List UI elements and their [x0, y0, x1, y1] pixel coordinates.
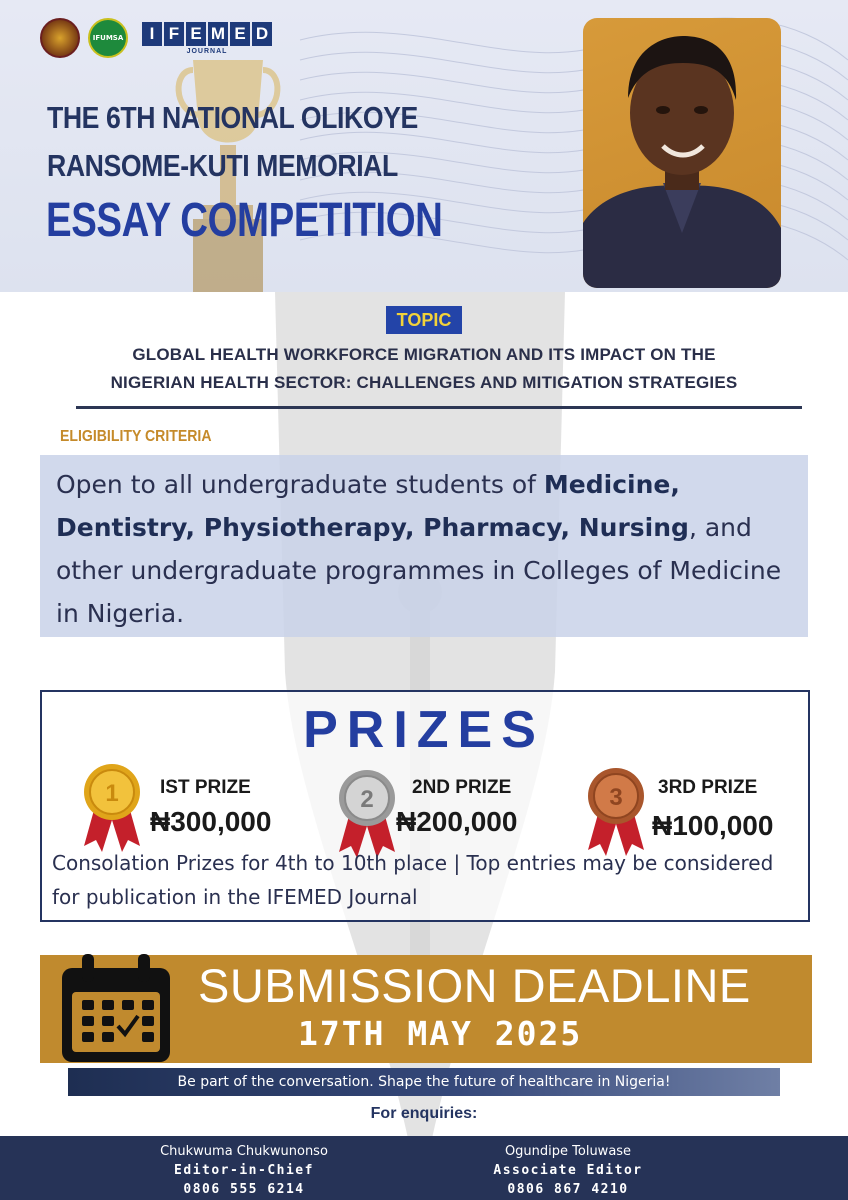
ifemed-logo: [142, 22, 272, 55]
eligibility-text-pre: Open to all undergraduate students of: [56, 470, 544, 499]
calendar-icon: [58, 950, 174, 1066]
ifemed-letter: M: [208, 22, 228, 46]
ifemed-letter: D: [252, 22, 272, 46]
header-band: [0, 0, 848, 292]
logo-row: [40, 18, 272, 58]
title-line-2: RANSOME-KUTI MEMORIAL: [47, 148, 398, 183]
ifumsa-logo-icon: IFUMSA: [88, 18, 128, 58]
eligibility-text-post: , and other undergraduate programmes in Colleges of Medicine in Nigeria.: [56, 513, 782, 628]
second-prize-amount: ₦200,000: [396, 806, 518, 837]
deadline-date: 17TH MAY 2025: [298, 1014, 583, 1053]
divider: [76, 406, 802, 409]
eligibility-heading: ELIGIBILITY CRITERIA: [60, 428, 212, 445]
portrait-photo-icon: [583, 18, 781, 288]
title-line-3: ESSAY COMPETITION: [46, 194, 443, 247]
ifemed-letter: E: [186, 22, 206, 46]
third-prize-label: 3RD PRIZE: [658, 777, 758, 798]
prizes-heading: PRIZES: [303, 701, 545, 759]
gold-medal-icon: [80, 762, 144, 852]
third-prize-amount: ₦100,000: [652, 810, 774, 841]
topic-text-line-2: NIGERIAN HEALTH SECTOR: CHALLENGES AND MITIGATION STRATEGIES: [110, 373, 738, 392]
eligibility-text: [56, 463, 796, 635]
ifemed-journal-label: JOURNAL: [186, 47, 228, 55]
contact-role: Associate Editor: [493, 1163, 643, 1178]
second-prize-label: 2ND PRIZE: [412, 777, 512, 798]
ifemed-letter: F: [164, 22, 184, 46]
contact-phone[interactable]: 0806 867 4210: [507, 1182, 629, 1197]
contact-role: Editor-in-Chief: [174, 1163, 314, 1178]
medal-number: 1: [105, 780, 119, 807]
silver-medal-icon: [335, 768, 399, 858]
medal-number: 2: [360, 786, 374, 813]
medal-number: 3: [609, 784, 623, 811]
tagline-banner: Be part of the conversation. Shape the future of healthcare in Nigeria!: [68, 1068, 780, 1096]
contact-phone[interactable]: 0806 555 6214: [183, 1182, 305, 1197]
first-prize-label: IST PRIZE: [160, 777, 251, 798]
first-prize-amount: ₦300,000: [150, 806, 272, 837]
title-line-1: THE 6TH NATIONAL OLIKOYE: [47, 100, 418, 135]
ifemed-letter: E: [230, 22, 250, 46]
contact-name: Chukwuma Chukwunonso: [160, 1144, 328, 1159]
consolation-text: Consolation Prizes for 4th to 10th place | Top entries may be considered for publication in the IFEMED Journal: [52, 851, 774, 909]
contact-card: [114, 1142, 374, 1199]
bronze-medal-icon: [584, 766, 648, 856]
ifemed-letter: I: [142, 22, 162, 46]
topic-text-line-1: GLOBAL HEALTH WORKFORCE MIGRATION AND ITS IMPACT ON THE: [132, 345, 716, 364]
contact-card: [438, 1142, 698, 1199]
eligibility-disciplines: Medicine, Dentistry, Physiotherapy, Pharmacy, Nursing: [56, 470, 689, 542]
topic-label: TOPIC: [386, 306, 462, 334]
contact-name: Ogundipe Toluwase: [504, 1144, 632, 1159]
deadline-heading: SUBMISSION DEADLINE: [198, 959, 751, 1012]
enquiries-label: For enquiries:: [370, 1105, 478, 1122]
university-crest-icon: [40, 18, 80, 58]
